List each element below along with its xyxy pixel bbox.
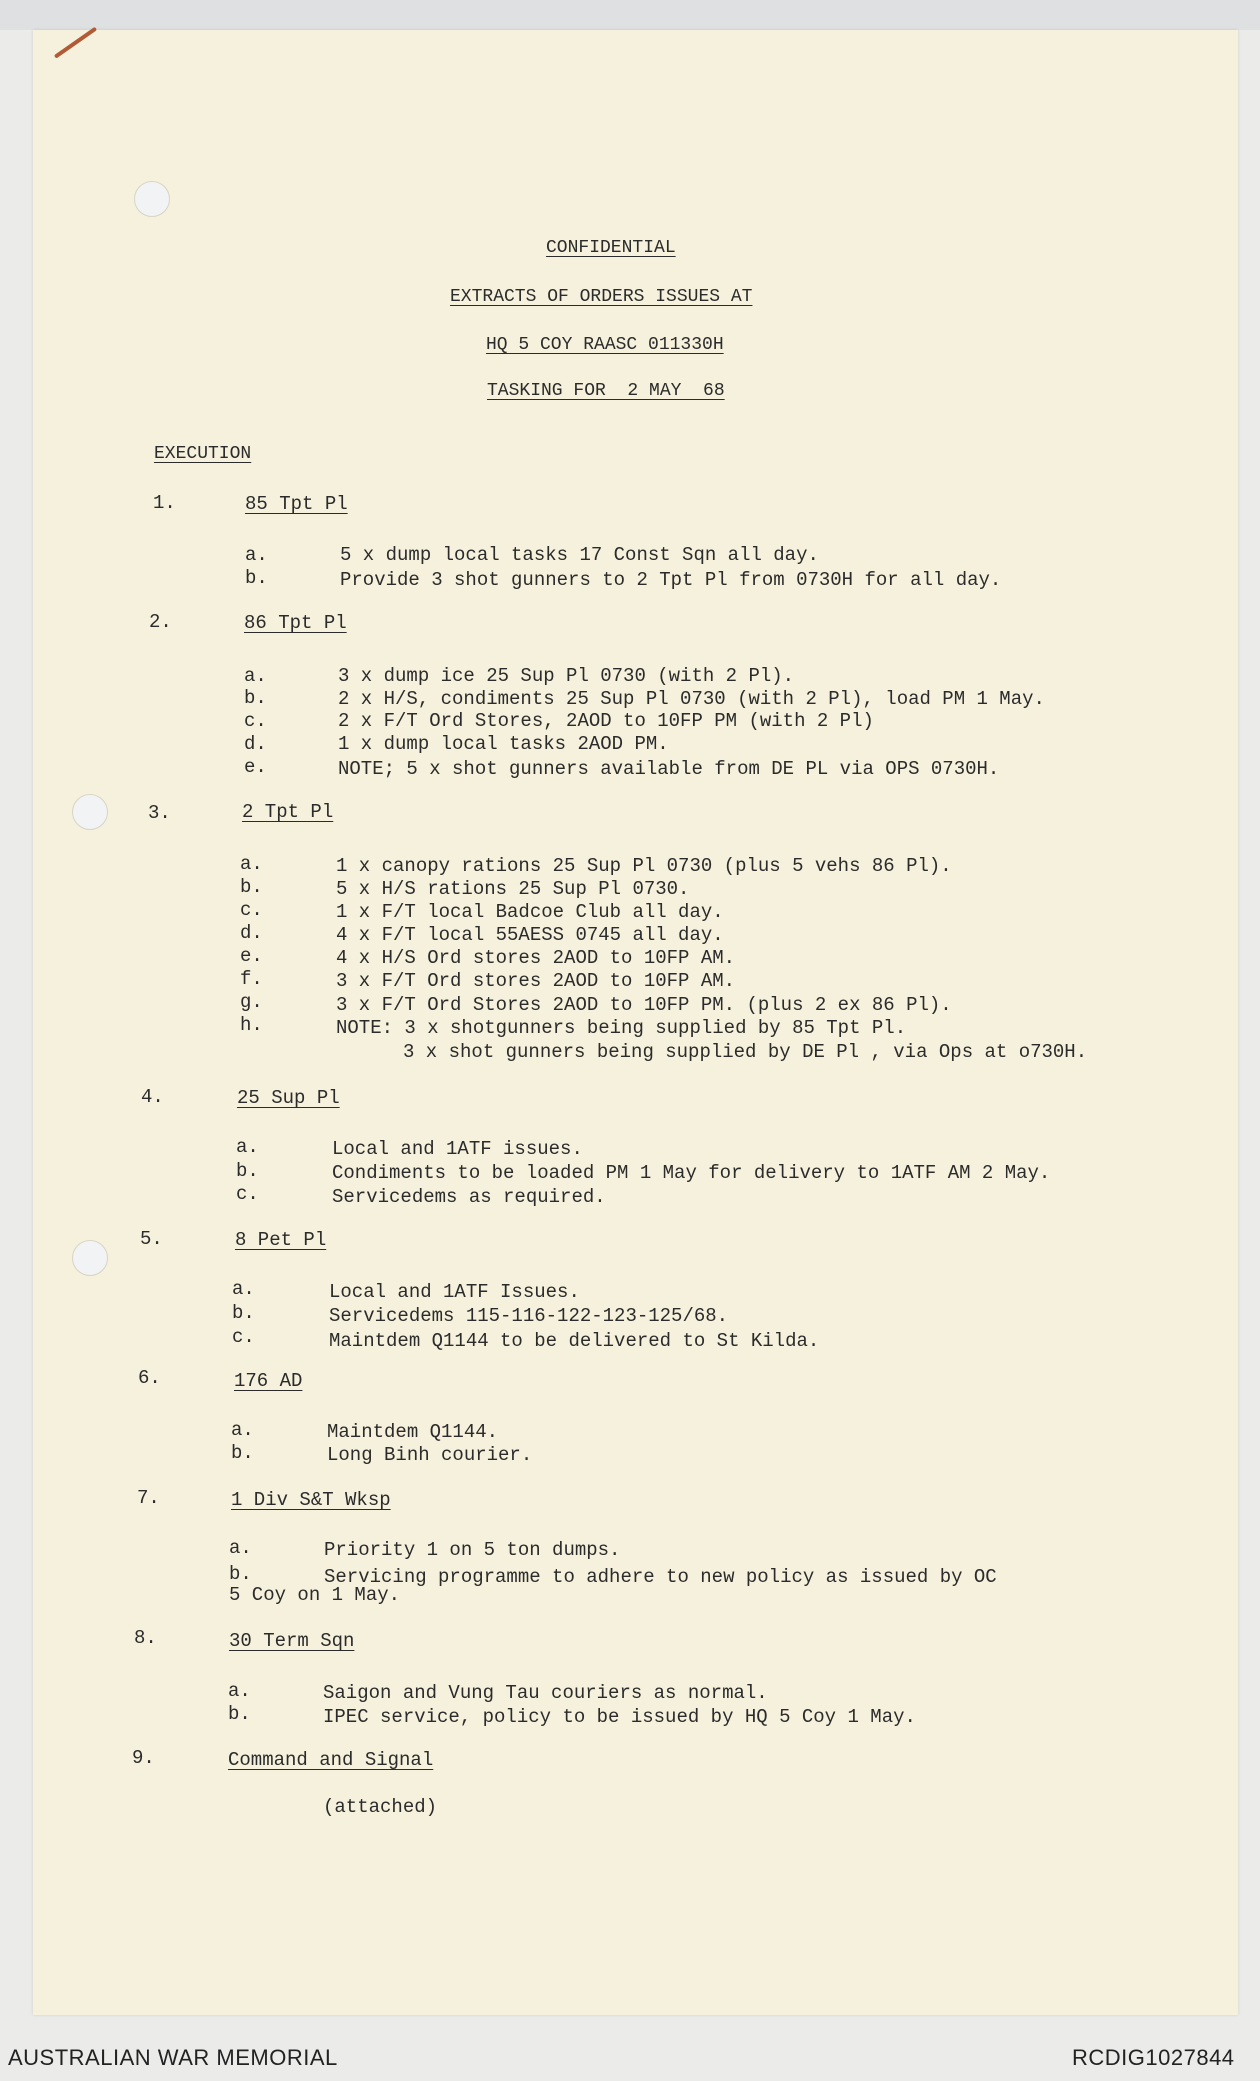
item-letter: c. (236, 1183, 259, 1205)
item-text: Local and 1ATF issues. (332, 1138, 583, 1160)
para-title: 176 AD (234, 1370, 303, 1392)
execution-heading: EXECUTION (154, 444, 252, 464)
para-title: Command and Signal (228, 1749, 434, 1771)
item-text: 3 x F/T Ord Stores 2AOD to 10FP PM. (plus 2 ex 86 Pl). (336, 994, 952, 1016)
item-text: 2 x H/S, condiments 25 Sup Pl 0730 (with 2 Pl), load PM 1 May. (338, 688, 1045, 710)
item-letter: b. (240, 876, 263, 898)
item-text: Maintdem Q1144. (327, 1421, 499, 1443)
item-text: NOTE: 3 x shotgunners being supplied by 85 Tpt Pl. (336, 1017, 907, 1039)
title-line-2: HQ 5 COY RAASC 011330H (486, 335, 724, 355)
item-letter: a. (236, 1136, 259, 1158)
para-number: 8. (134, 1627, 157, 1649)
punch-hole-top (134, 181, 170, 217)
para-title: 1 Div S&T Wksp (231, 1489, 391, 1511)
item-letter: b. (245, 567, 268, 589)
item-letter: d. (244, 733, 267, 755)
para-title: 85 Tpt Pl (245, 493, 348, 515)
item-text: 1 x canopy rations 25 Sup Pl 0730 (plus 5 vehs 86 Pl). (336, 855, 952, 877)
punch-hole-bottom (72, 1240, 108, 1276)
item-text: Provide 3 shot gunners to 2 Tpt Pl from 0730H for all day. (340, 569, 1002, 591)
item-letter: c. (240, 899, 263, 921)
item-text: Maintdem Q1144 to be delivered to St Kilda. (329, 1330, 820, 1352)
para-number: 9. (132, 1747, 155, 1769)
item-text: IPEC service, policy to be issued by HQ 5 Coy 1 May. (323, 1706, 916, 1728)
item-text: 4 x F/T local 55AESS 0745 all day. (336, 924, 724, 946)
title-line-1: EXTRACTS OF ORDERS ISSUES AT (450, 287, 753, 307)
item-text: Priority 1 on 5 ton dumps. (324, 1539, 621, 1561)
item-letter: g. (240, 991, 263, 1013)
para-number: 6. (138, 1367, 161, 1389)
item-text: 3 x shot gunners being supplied by DE Pl , via Ops at o730H. (403, 1041, 1088, 1063)
para-number: 3. (148, 802, 171, 824)
item-text: 3 x F/T Ord stores 2AOD to 10FP AM. (336, 970, 736, 992)
para-title: 30 Term Sqn (229, 1630, 355, 1652)
item-text: Servicedems as required. (332, 1186, 606, 1208)
para-number: 5. (140, 1228, 163, 1250)
para-title: 8 Pet Pl (235, 1229, 327, 1251)
item-text: 4 x H/S Ord stores 2AOD to 10FP AM. (336, 947, 736, 969)
item-letter: a. (240, 853, 263, 875)
item-text: Local and 1ATF Issues. (329, 1281, 580, 1303)
item-text: Saigon and Vung Tau couriers as normal. (323, 1682, 768, 1704)
title-line-3: TASKING FOR 2 MAY 68 (487, 381, 725, 401)
item-text: 5 x dump local tasks 17 Const Sqn all day. (340, 544, 819, 566)
para-number: 1. (153, 492, 176, 514)
item-letter: b. (244, 687, 267, 709)
item-letter: d. (240, 922, 263, 944)
item-letter: a. (231, 1419, 254, 1441)
item-text: Long Binh courier. (327, 1444, 533, 1466)
item-letter: c. (244, 710, 267, 732)
para-number: 2. (149, 611, 172, 633)
classification-heading: CONFIDENTIAL (546, 238, 676, 258)
item-text: 5 x H/S rations 25 Sup Pl 0730. (336, 878, 690, 900)
archive-id: RCDIG1027844 (1072, 2045, 1235, 2070)
item-text: NOTE; 5 x shot gunners available from DE PL via OPS 0730H. (338, 758, 1000, 780)
item-letter: b. (229, 1563, 252, 1585)
item-letter: a. (244, 665, 267, 687)
item-letter: a. (232, 1278, 255, 1300)
scan-top-strip (0, 0, 1260, 30)
item-letter: a. (228, 1680, 251, 1702)
item-text: Servicedems 115-116-122-123-125/68. (329, 1305, 729, 1327)
para-title: 25 Sup Pl (237, 1087, 340, 1109)
item-letter: a. (229, 1537, 252, 1559)
punch-hole-middle (72, 794, 108, 830)
item-text: (attached) (323, 1796, 438, 1818)
para-number: 4. (141, 1086, 164, 1108)
item-letter: c. (232, 1326, 255, 1348)
item-text: 3 x dump ice 25 Sup Pl 0730 (with 2 Pl). (338, 665, 795, 687)
item-letter: b. (228, 1703, 251, 1725)
item-letter: b. (231, 1442, 254, 1464)
item-letter: b. (232, 1302, 255, 1324)
item-letter: f. (240, 968, 263, 990)
item-letter: h. (240, 1014, 263, 1036)
item-text: Servicing programme to adhere to new policy as issued by OC (324, 1566, 997, 1588)
para-title: 86 Tpt Pl (244, 612, 347, 634)
item-text: 5 Coy on 1 May. (229, 1584, 401, 1606)
item-letter: e. (244, 756, 267, 778)
para-number: 7. (137, 1487, 160, 1509)
item-text: Condiments to be loaded PM 1 May for delivery to 1ATF AM 2 May. (332, 1162, 1051, 1184)
archive-label: AUSTRALIAN WAR MEMORIAL (8, 2045, 338, 2070)
item-text: 2 x F/T Ord Stores, 2AOD to 10FP PM (with 2 Pl) (338, 710, 874, 732)
item-letter: a. (245, 544, 268, 566)
item-text: 1 x F/T local Badcoe Club all day. (336, 901, 724, 923)
item-letter: b. (236, 1160, 259, 1182)
para-title: 2 Tpt Pl (242, 801, 334, 823)
item-text: 1 x dump local tasks 2AOD PM. (338, 733, 669, 755)
item-letter: e. (240, 945, 263, 967)
